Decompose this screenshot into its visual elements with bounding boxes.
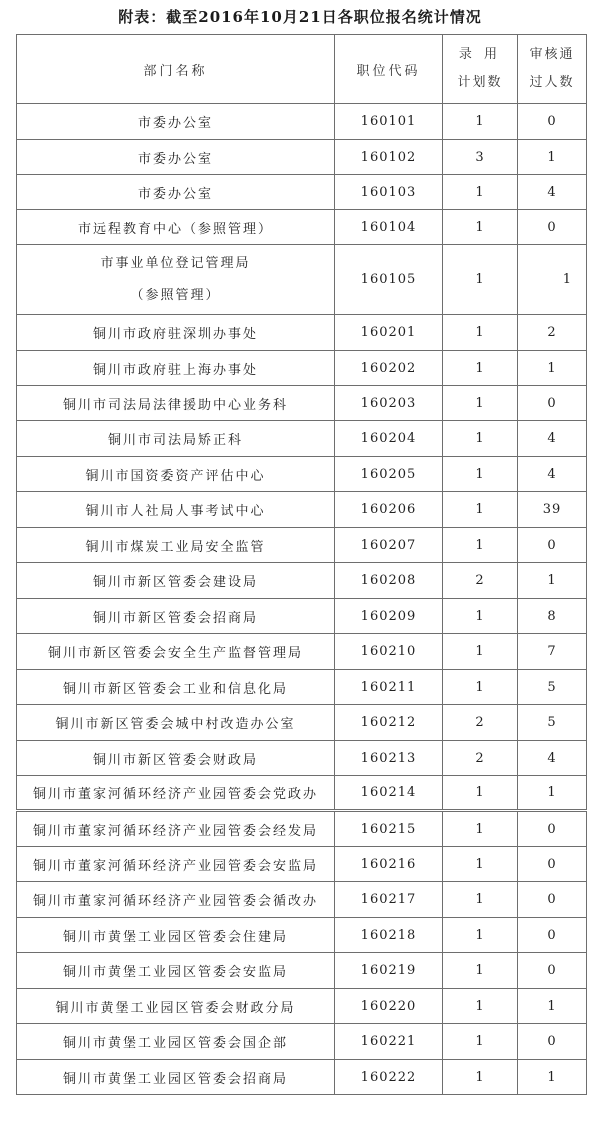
- position-code-cell: 160221: [335, 1024, 443, 1060]
- table-row: [17, 1024, 587, 1060]
- approved-count-cell: 4: [518, 421, 587, 457]
- approved-count-cell: 1: [518, 776, 587, 811]
- table-row: [17, 882, 587, 918]
- position-code-cell: 160217: [335, 882, 443, 918]
- dept-name-cell: 铜川市政府驻上海办事处: [17, 351, 335, 386]
- approved-count-cell: 1: [518, 563, 587, 599]
- approved-count-cell: 0: [518, 1024, 587, 1060]
- position-code-cell: 160205: [335, 457, 443, 492]
- hiring-plan-cell: 1: [443, 245, 518, 315]
- header-plan: [443, 35, 518, 104]
- hiring-plan-cell: 1: [443, 315, 518, 351]
- dept-name-cell: 市委办公室: [17, 140, 335, 175]
- table-row: [17, 953, 587, 989]
- hiring-plan-cell: 1: [443, 1024, 518, 1060]
- table-row: [17, 599, 587, 634]
- table-row: [17, 634, 587, 670]
- dept-name-cell: 铜川市新区管委会工业和信息化局: [17, 670, 335, 705]
- header-dept: 部门名称: [17, 35, 335, 104]
- position-code-cell: 160103: [335, 175, 443, 210]
- position-code-cell: 160102: [335, 140, 443, 175]
- table-row: [17, 386, 587, 421]
- approved-count-cell: 5: [518, 670, 587, 705]
- approved-count-cell: 0: [518, 210, 587, 245]
- approved-count-cell: 1: [518, 351, 587, 386]
- dept-name-cell: 铜川市人社局人事考试中心: [17, 492, 335, 528]
- hiring-plan-cell: 1: [443, 351, 518, 386]
- header-plan-line1: 录 用: [458, 47, 502, 62]
- approved-count-cell: 39: [518, 492, 587, 528]
- hiring-plan-cell: 1: [443, 599, 518, 634]
- position-code-cell: 160201: [335, 315, 443, 351]
- hiring-plan-cell: 1: [443, 918, 518, 953]
- position-code-cell: 160222: [335, 1060, 443, 1095]
- hiring-plan-cell: 1: [443, 104, 518, 140]
- dept-name-cell: 铜川市黄堡工业园区管委会招商局: [17, 1060, 335, 1095]
- table-row: [17, 140, 587, 175]
- table-row: [17, 811, 587, 847]
- approved-count-cell: 4: [518, 457, 587, 492]
- hiring-plan-cell: 1: [443, 492, 518, 528]
- approved-count-cell: 1: [518, 1060, 587, 1095]
- table-row: [17, 705, 587, 741]
- position-code-cell: 160206: [335, 492, 443, 528]
- dept-name-cell: 铜川市国资委资产评估中心: [17, 457, 335, 492]
- dept-name-cell: 铜川市董家河循环经济产业园管委会循改办: [17, 882, 335, 918]
- table-row: [17, 776, 587, 811]
- table-row: [17, 351, 587, 386]
- dept-name-line2: （参照管理）: [130, 287, 221, 303]
- hiring-plan-cell: 1: [443, 210, 518, 245]
- hiring-plan-cell: 1: [443, 457, 518, 492]
- approved-count-cell: 2: [518, 315, 587, 351]
- table-row: [17, 918, 587, 953]
- dept-name-cell: 铜川市黄堡工业园区管委会国企部: [17, 1024, 335, 1060]
- header-passed-line2: 过人数: [529, 75, 575, 90]
- table-row: [17, 457, 587, 492]
- dept-name-cell: 铜川市新区管委会招商局: [17, 599, 335, 634]
- header-code: 职位代码: [335, 35, 443, 104]
- dept-name-cell: 市远程教育中心（参照管理）: [17, 210, 335, 245]
- hiring-plan-cell: 2: [443, 705, 518, 741]
- statistics-table: [16, 34, 587, 1095]
- hiring-plan-cell: 1: [443, 953, 518, 989]
- hiring-plan-cell: 1: [443, 386, 518, 421]
- table-row: [17, 563, 587, 599]
- table-row: [17, 1060, 587, 1095]
- dept-name-cell: 市委办公室: [17, 104, 335, 140]
- table-row: [17, 670, 587, 705]
- approved-count-cell: 1: [518, 140, 587, 175]
- dept-name-cell: 铜川市新区管委会财政局: [17, 741, 335, 776]
- page-title: 附表：截至2016年10月21日各职位报名统计情况: [118, 8, 482, 26]
- hiring-plan-cell: 1: [443, 776, 518, 811]
- dept-name-cell: 铜川市黄堡工业园区管委会财政分局: [17, 989, 335, 1024]
- hiring-plan-cell: 1: [443, 882, 518, 918]
- approved-count-cell: 0: [518, 528, 587, 563]
- hiring-plan-cell: 1: [443, 670, 518, 705]
- approved-count-cell: 0: [518, 104, 587, 140]
- header-plan-line2: 计划数: [457, 75, 503, 90]
- dept-name-cell: 铜川市董家河循环经济产业园管委会经发局: [17, 811, 335, 847]
- header-passed-line1: 审核通: [529, 47, 575, 62]
- hiring-plan-cell: 1: [443, 989, 518, 1024]
- position-code-cell: 160209: [335, 599, 443, 634]
- dept-name-cell: 铜川市新区管委会建设局: [17, 563, 335, 599]
- position-code-cell: 160215: [335, 811, 443, 847]
- approved-count-cell: 0: [518, 953, 587, 989]
- table-row: [17, 989, 587, 1024]
- dept-name-line1: 市事业单位登记管理局: [100, 255, 251, 271]
- position-code-cell: 160220: [335, 989, 443, 1024]
- table-row: [17, 104, 587, 140]
- table-row: [17, 421, 587, 457]
- position-code-cell: 160218: [335, 918, 443, 953]
- header-passed: [518, 35, 587, 104]
- table-row: [17, 175, 587, 210]
- hiring-plan-cell: 1: [443, 175, 518, 210]
- approved-count-cell: 4: [518, 741, 587, 776]
- hiring-plan-cell: 1: [443, 847, 518, 882]
- approved-count-cell: 1: [518, 245, 587, 315]
- dept-name-cell: 铜川市司法局矫正科: [17, 421, 335, 457]
- dept-name-cell: 铜川市煤炭工业局安全监管: [17, 528, 335, 563]
- table-row: [17, 245, 587, 315]
- position-code-cell: 160210: [335, 634, 443, 670]
- position-code-cell: 160104: [335, 210, 443, 245]
- position-code-cell: 160211: [335, 670, 443, 705]
- hiring-plan-cell: 1: [443, 1060, 518, 1095]
- position-code-cell: 160105: [335, 245, 443, 315]
- position-code-cell: 160208: [335, 563, 443, 599]
- table-row: [17, 847, 587, 882]
- approved-count-cell: 0: [518, 847, 587, 882]
- position-code-cell: 160207: [335, 528, 443, 563]
- approved-count-cell: 0: [518, 882, 587, 918]
- header-row: [17, 35, 587, 104]
- dept-name-cell: 市委办公室: [17, 175, 335, 210]
- position-code-cell: 160213: [335, 741, 443, 776]
- position-code-cell: 160204: [335, 421, 443, 457]
- position-code-cell: 160101: [335, 104, 443, 140]
- approved-count-cell: 1: [518, 989, 587, 1024]
- dept-name-cell: 铜川市新区管委会安全生产监督管理局: [17, 634, 335, 670]
- hiring-plan-cell: 3: [443, 140, 518, 175]
- hiring-plan-cell: 1: [443, 421, 518, 457]
- approved-count-cell: 4: [518, 175, 587, 210]
- position-code-cell: 160216: [335, 847, 443, 882]
- position-code-cell: 160202: [335, 351, 443, 386]
- approved-count-cell: 5: [518, 705, 587, 741]
- hiring-plan-cell: 1: [443, 811, 518, 847]
- approved-count-cell: 0: [518, 811, 587, 847]
- table-row: [17, 528, 587, 563]
- hiring-plan-cell: 2: [443, 741, 518, 776]
- dept-name-cell: 铜川市董家河循环经济产业园管委会党政办: [17, 776, 335, 811]
- dept-name-cell: 铜川市黄堡工业园区管委会住建局: [17, 918, 335, 953]
- dept-name-cell: 铜川市董家河循环经济产业园管委会安监局: [17, 847, 335, 882]
- approved-count-cell: 7: [518, 634, 587, 670]
- position-code-cell: 160203: [335, 386, 443, 421]
- table-row: [17, 315, 587, 351]
- dept-name-cell: 铜川市新区管委会城中村改造办公室: [17, 705, 335, 741]
- hiring-plan-cell: 1: [443, 528, 518, 563]
- approved-count-cell: 0: [518, 386, 587, 421]
- table-row: [17, 492, 587, 528]
- hiring-plan-cell: 2: [443, 563, 518, 599]
- position-code-cell: 160212: [335, 705, 443, 741]
- table-row: [17, 210, 587, 245]
- approved-count-cell: 8: [518, 599, 587, 634]
- position-code-cell: 160214: [335, 776, 443, 811]
- dept-name-cell: 铜川市司法局法律援助中心业务科: [17, 386, 335, 421]
- dept-name-cell: [17, 245, 335, 315]
- dept-name-cell: 铜川市黄堡工业园区管委会安监局: [17, 953, 335, 989]
- dept-name-cell: 铜川市政府驻深圳办事处: [17, 315, 335, 351]
- hiring-plan-cell: 1: [443, 634, 518, 670]
- position-code-cell: 160219: [335, 953, 443, 989]
- approved-count-cell: 0: [518, 918, 587, 953]
- table-row: [17, 741, 587, 776]
